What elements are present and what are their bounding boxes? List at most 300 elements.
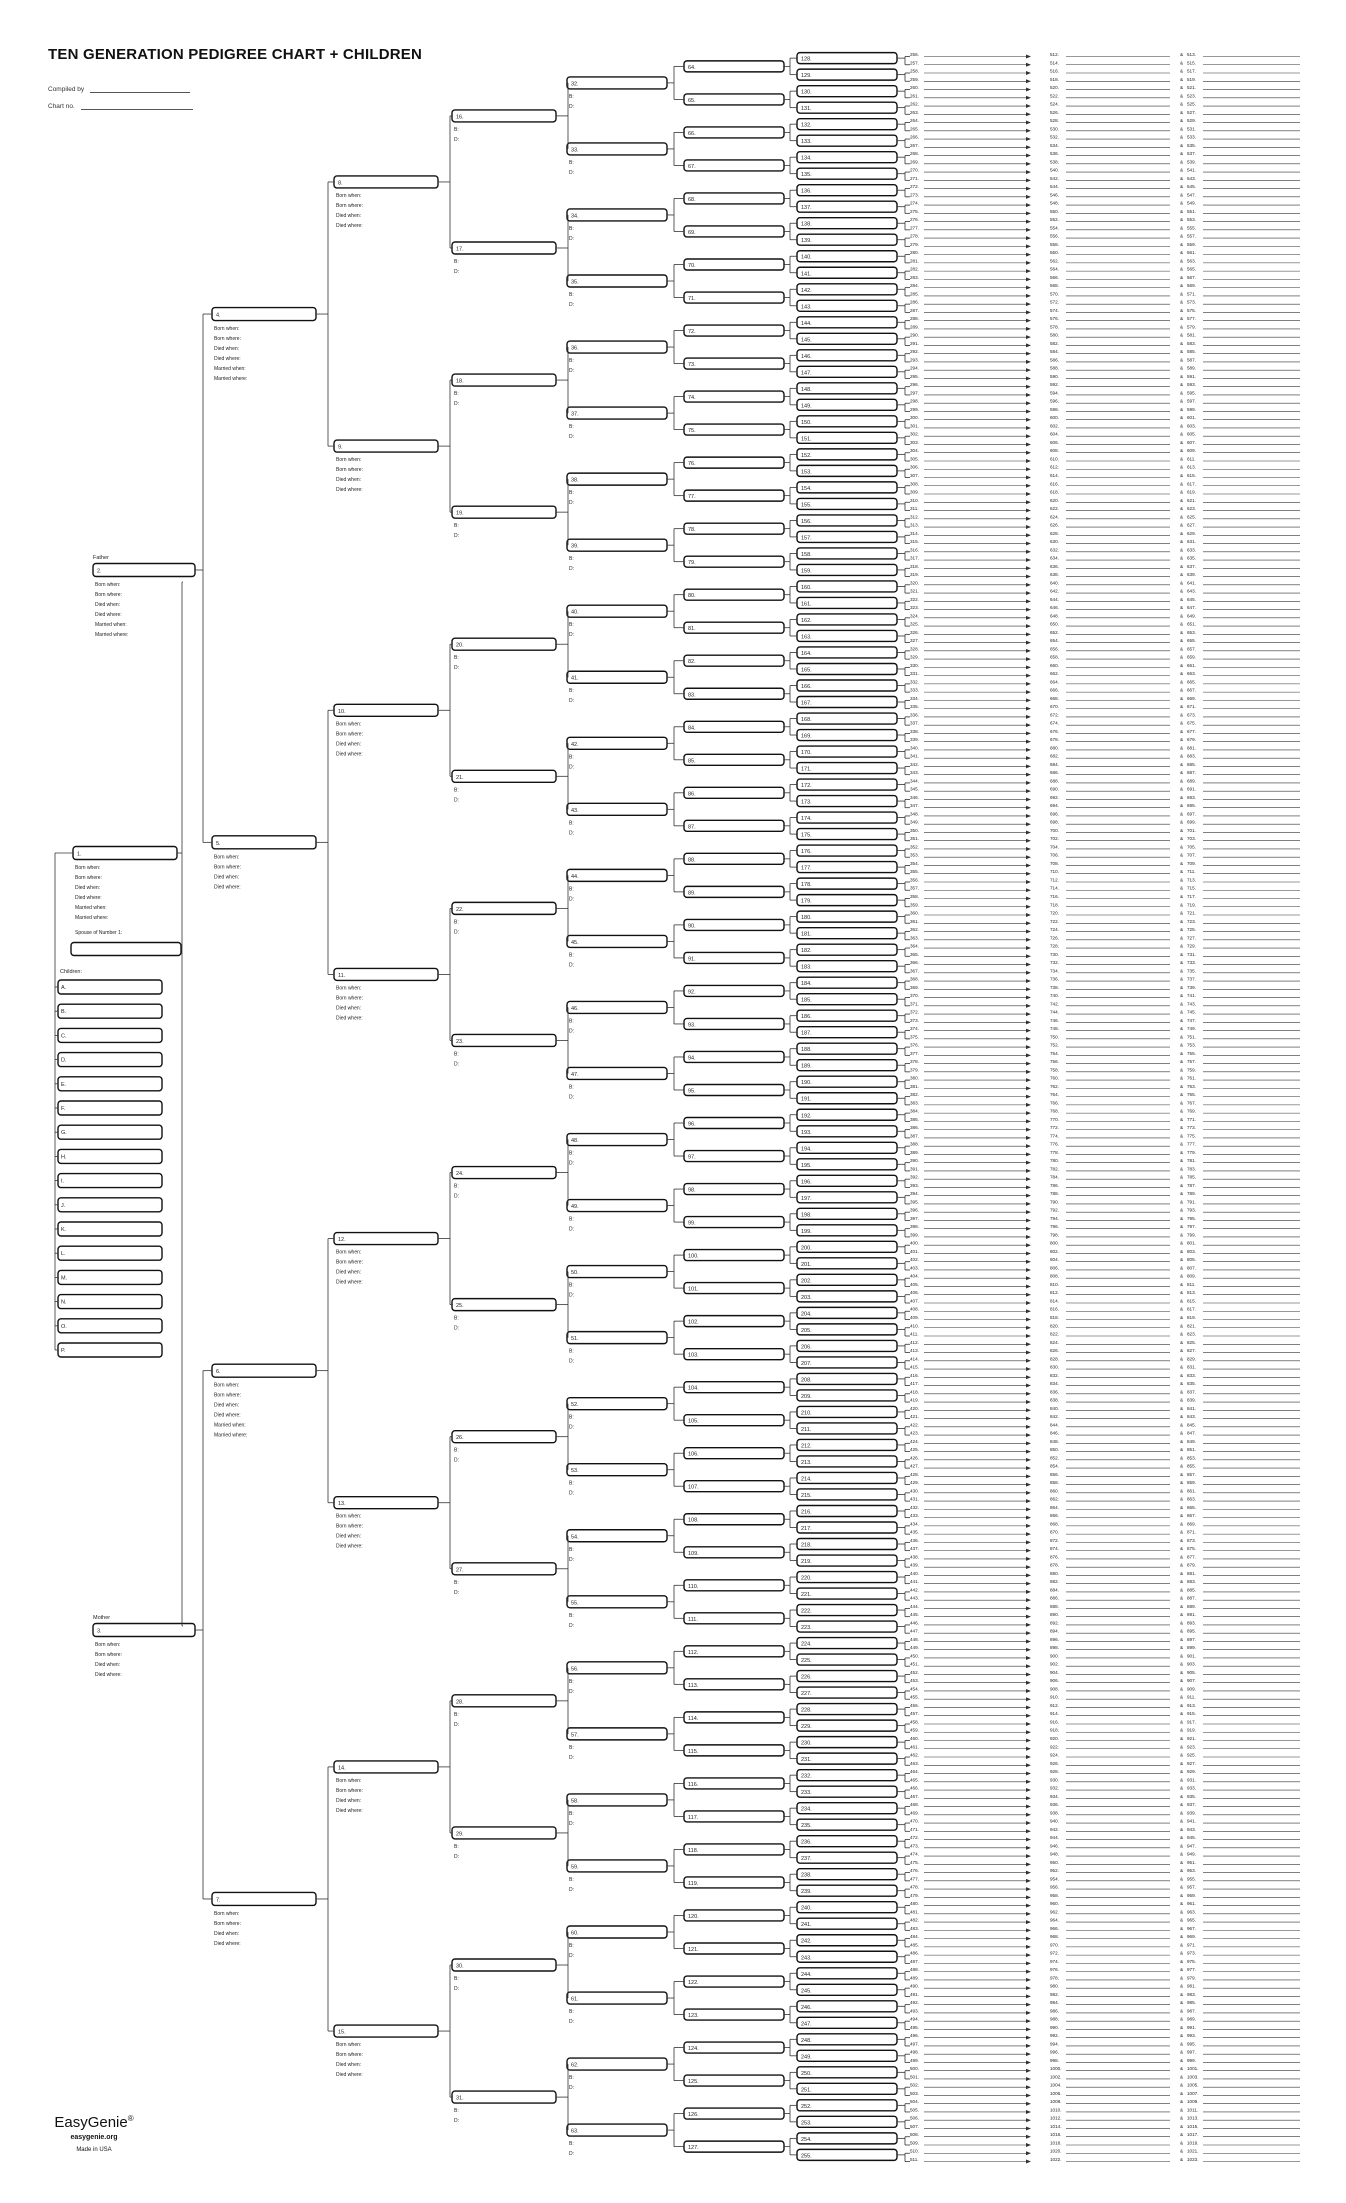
ancestor-box-gen7[interactable] (684, 1415, 784, 1426)
ancestor-box-gen8[interactable] (797, 515, 897, 526)
ancestor-box-gen6[interactable] (567, 1530, 667, 1542)
child-box[interactable] (58, 1174, 162, 1188)
father-box[interactable] (93, 564, 195, 577)
ancestor-box-gen7[interactable] (684, 1679, 784, 1690)
ancestor-box-gen8[interactable] (797, 333, 897, 344)
ancestor-box-gen5[interactable] (452, 1034, 556, 1046)
ancestor-box-gen8[interactable] (797, 1951, 897, 1962)
ancestor-box-gen8[interactable] (797, 1093, 897, 1104)
ancestor-box-gen4[interactable] (334, 1761, 438, 1773)
ancestor-box-gen8[interactable] (797, 432, 897, 443)
ancestor-box-gen5[interactable] (452, 1563, 556, 1575)
ancestor-box-gen7[interactable] (684, 1118, 784, 1129)
ancestor-box-gen5[interactable] (452, 1959, 556, 1971)
ancestor-box-gen8[interactable] (797, 1126, 897, 1137)
gen10-number: 970. (1050, 1942, 1059, 1948)
ancestor-box-gen8[interactable] (797, 2017, 897, 2028)
ancestor-box-gen6[interactable] (567, 1067, 667, 1079)
ancestor-box-gen8[interactable] (797, 928, 897, 939)
ancestor-box-gen6[interactable] (567, 1794, 667, 1806)
ancestor-box-gen8[interactable] (797, 1423, 897, 1434)
ancestor-box-gen3[interactable] (212, 836, 316, 849)
ancestor-box-gen8[interactable] (797, 829, 897, 840)
ancestor-box-gen7[interactable] (684, 1349, 784, 1360)
ancestor-box-gen6[interactable] (567, 1728, 667, 1740)
ancestor-box-gen8[interactable] (797, 234, 897, 245)
ancestor-box-gen8[interactable] (797, 763, 897, 774)
ancestor-box-gen8[interactable] (797, 1671, 897, 1682)
ancestor-box-gen8[interactable] (797, 961, 897, 972)
ancestor-box-gen8[interactable] (797, 1439, 897, 1450)
ancestor-box-gen8[interactable] (797, 1522, 897, 1533)
ancestor-box-gen8[interactable] (797, 581, 897, 592)
gen10-number: 707. (1187, 852, 1196, 858)
ancestor-box-gen8[interactable] (797, 1687, 897, 1698)
mother-box[interactable] (93, 1624, 195, 1637)
ancestor-box-gen8[interactable] (797, 1010, 897, 1021)
child-box[interactable] (58, 1028, 162, 1042)
ancestor-box-gen8[interactable] (797, 2100, 897, 2111)
ancestor-box-gen8[interactable] (797, 300, 897, 311)
ancestor-box-gen8[interactable] (797, 1588, 897, 1599)
ancestor-box-gen5[interactable] (452, 242, 556, 254)
ancestor-box-gen8[interactable] (797, 152, 897, 163)
ancestor-box-gen8[interactable] (797, 267, 897, 278)
ancestor-box-gen8[interactable] (797, 53, 897, 64)
ancestor-box-gen7[interactable] (684, 556, 784, 567)
ancestor-box-gen8[interactable] (797, 1225, 897, 1236)
ancestor-box-gen4[interactable] (334, 1497, 438, 1509)
arrow-icon (1026, 996, 1031, 1000)
and-symbol: & (1180, 976, 1184, 982)
ancestor-box-gen8[interactable] (797, 597, 897, 608)
ancestor-box-gen8[interactable] (797, 812, 897, 823)
ancestor-box-gen8[interactable] (797, 1621, 897, 1632)
child-box[interactable] (58, 1198, 162, 1212)
ancestor-box-gen8[interactable] (797, 895, 897, 906)
ancestor-box-gen8[interactable] (797, 416, 897, 427)
arrow-icon (1026, 1813, 1031, 1817)
ancestor-box-gen8[interactable] (797, 1357, 897, 1368)
ancestor-box-gen7[interactable] (684, 1580, 784, 1591)
ancestor-box-gen8[interactable] (797, 1935, 897, 1946)
ancestor-box-gen6[interactable] (567, 869, 667, 881)
compiled-by-field[interactable] (90, 85, 190, 93)
ancestor-box-gen6[interactable] (567, 1596, 667, 1608)
ancestor-box-gen6[interactable] (567, 1860, 667, 1872)
born-label: B: (569, 820, 574, 827)
ancestor-box-gen7[interactable] (684, 655, 784, 666)
ancestor-box-gen8[interactable] (797, 1638, 897, 1649)
ancestor-box-gen7[interactable] (684, 292, 784, 303)
ancestor-box-gen8[interactable] (797, 1406, 897, 1417)
ancestor-box-gen6[interactable] (567, 2124, 667, 2136)
ancestor-box-gen8[interactable] (797, 1109, 897, 1120)
ancestor-box-gen5[interactable] (452, 110, 556, 122)
ancestor-box-gen7[interactable] (684, 1613, 784, 1624)
gen10-number: 838. (1050, 1397, 1059, 1403)
ancestor-box-gen6[interactable] (567, 1992, 667, 2004)
child-box[interactable] (58, 1101, 162, 1115)
ancestor-box-gen8[interactable] (797, 944, 897, 955)
ancestor-box-gen8[interactable] (797, 1390, 897, 1401)
ancestor-box-gen6[interactable] (567, 1332, 667, 1344)
ancestor-box-gen7[interactable] (684, 688, 784, 699)
ancestor-box-gen8[interactable] (797, 1869, 897, 1880)
ancestor-box-gen8[interactable] (797, 1241, 897, 1252)
ancestor-box-gen7[interactable] (684, 1250, 784, 1261)
ancestor-box-gen4[interactable] (334, 176, 438, 188)
ancestor-box-gen8[interactable] (797, 168, 897, 179)
gen9-number: 448. (910, 1636, 919, 1642)
ancestor-box-gen7[interactable] (684, 2075, 784, 2086)
ancestor-box-gen8[interactable] (797, 663, 897, 674)
ancestor-box-gen7[interactable] (684, 457, 784, 468)
ancestor-box-gen8[interactable] (797, 878, 897, 889)
ancestor-box-gen8[interactable] (797, 1572, 897, 1583)
ancestor-box-gen8[interactable] (797, 1060, 897, 1071)
ancestor-box-gen7[interactable] (684, 1217, 784, 1228)
ancestor-box-gen3[interactable] (212, 1892, 316, 1905)
ancestor-box-gen8[interactable] (797, 251, 897, 262)
ancestor-box-gen7[interactable] (684, 1084, 784, 1095)
child-box[interactable] (58, 1004, 162, 1018)
ancestor-box-gen8[interactable] (797, 498, 897, 509)
ancestor-box-gen8[interactable] (797, 284, 897, 295)
ancestor-box-gen8-number: 234. (801, 1806, 812, 1813)
ancestor-box-gen7[interactable] (684, 919, 784, 930)
child-box[interactable] (58, 1246, 162, 1260)
ancestor-box-gen8[interactable] (797, 1704, 897, 1715)
ancestor-box-gen5[interactable] (452, 638, 556, 650)
ancestor-box-gen8[interactable] (797, 1984, 897, 1995)
ancestor-box-gen8[interactable] (797, 1175, 897, 1186)
ancestor-box-gen5[interactable] (452, 374, 556, 386)
ancestor-box-gen8[interactable] (797, 366, 897, 377)
ancestor-box-gen7[interactable] (684, 1382, 784, 1393)
ancestor-box-gen7[interactable] (684, 1018, 784, 1029)
ancestor-box-gen6[interactable] (567, 1662, 667, 1674)
ancestor-box-gen6[interactable] (567, 1398, 667, 1410)
ancestor-box-gen8[interactable] (797, 1373, 897, 1384)
ancestor-box-gen7[interactable] (684, 2042, 784, 2053)
spouse-box[interactable] (71, 943, 181, 956)
ancestor-box-gen7[interactable] (684, 424, 784, 435)
ancestor-box-gen6[interactable] (567, 737, 667, 749)
ancestor-box-gen8[interactable] (797, 531, 897, 542)
ancestor-box-gen8[interactable] (797, 1489, 897, 1500)
ancestor-box-gen8[interactable] (797, 994, 897, 1005)
and-symbol: & (1180, 233, 1184, 239)
ancestor-box-gen6[interactable] (567, 2058, 667, 2070)
child-box[interactable] (58, 1222, 162, 1236)
ancestor-box-gen5[interactable] (452, 1695, 556, 1707)
ancestor-box-gen8[interactable] (797, 2034, 897, 2045)
ancestor-box-gen8[interactable] (797, 1043, 897, 1054)
ancestor-box-gen8[interactable] (797, 1159, 897, 1170)
ancestor-box-gen8[interactable] (797, 713, 897, 724)
ancestor-box-gen8[interactable] (797, 69, 897, 80)
child-box[interactable] (58, 1319, 162, 1333)
child-box[interactable] (58, 1270, 162, 1284)
child-box[interactable] (58, 1295, 162, 1309)
ancestor-box-gen7[interactable] (684, 358, 784, 369)
ancestor-box-gen7[interactable] (684, 1051, 784, 1062)
ancestor-box-gen6[interactable] (567, 77, 667, 89)
ancestor-box-gen7[interactable] (684, 1283, 784, 1294)
gen10-number: 881. (1187, 1570, 1196, 1576)
ancestor-box-gen6[interactable] (567, 275, 667, 287)
ancestor-box-gen8[interactable] (797, 1885, 897, 1896)
ancestor-box-gen8[interactable] (797, 1654, 897, 1665)
ancestor-box-gen8[interactable] (797, 845, 897, 856)
ancestor-box-gen8[interactable] (797, 1076, 897, 1087)
ancestor-box-gen7[interactable] (684, 886, 784, 897)
ancestor-box-gen7[interactable] (684, 1778, 784, 1789)
ancestor-box-gen6[interactable] (567, 209, 667, 221)
ancestor-box-gen5[interactable] (452, 1827, 556, 1839)
ancestor-box-gen7[interactable] (684, 721, 784, 732)
child-box[interactable] (58, 1149, 162, 1163)
ancestor-box-gen8[interactable] (797, 697, 897, 708)
arrow-icon (1026, 1516, 1031, 1520)
ancestor-box-gen8[interactable] (797, 2116, 897, 2127)
ancestor-box-gen5[interactable] (452, 770, 556, 782)
ancestor-box-gen8-number: 160. (801, 584, 812, 591)
ancestor-box-gen7[interactable] (684, 1481, 784, 1492)
ancestor-box-gen7[interactable] (684, 1976, 784, 1987)
ancestor-box-gen7[interactable] (684, 1184, 784, 1195)
ancestor-box-gen8[interactable] (797, 1605, 897, 1616)
ancestor-box-gen7[interactable] (684, 1910, 784, 1921)
ancestor-box-gen8[interactable] (797, 1819, 897, 1830)
ancestor-box-gen7[interactable] (684, 2108, 784, 2119)
ancestor-box-gen7[interactable] (684, 94, 784, 105)
ancestor-box-gen7[interactable] (684, 1811, 784, 1822)
ancestor-box-gen7[interactable] (684, 490, 784, 501)
ancestor-box-gen8[interactable] (797, 119, 897, 130)
gen9-number: 485. (910, 1942, 919, 1948)
child-box[interactable] (58, 1077, 162, 1091)
ancestor-box-gen7[interactable] (684, 1448, 784, 1459)
ancestor-box-gen6[interactable] (567, 935, 667, 947)
ancestor-box-gen8[interactable] (797, 350, 897, 361)
ancestor-box-gen7[interactable] (684, 1316, 784, 1327)
ancestor-box-gen8[interactable] (797, 1786, 897, 1797)
ancestor-box-gen8[interactable] (797, 1472, 897, 1483)
ancestor-box-gen5[interactable] (452, 1167, 556, 1179)
ancestor-box-gen8[interactable] (797, 630, 897, 641)
ancestor-box-gen8[interactable] (797, 1258, 897, 1269)
ancestor-box-gen7[interactable] (684, 1877, 784, 1888)
gen10-number: 883. (1187, 1579, 1196, 1585)
gen10-number: 772. (1050, 1125, 1059, 1131)
ancestor-box-gen8[interactable] (797, 911, 897, 922)
ancestor-box-gen6[interactable] (567, 671, 667, 683)
ancestor-box-gen7[interactable] (684, 226, 784, 237)
ancestor-box-gen7[interactable] (684, 1151, 784, 1162)
ancestor-box-gen8[interactable] (797, 2050, 897, 2061)
ancestor-box-gen5[interactable] (452, 506, 556, 518)
person-1-box[interactable] (73, 847, 177, 860)
ancestor-box-gen8[interactable] (797, 2133, 897, 2144)
ancestor-box-gen8[interactable] (797, 2083, 897, 2094)
chart-no-field[interactable] (81, 102, 193, 110)
ancestor-box-gen4[interactable] (334, 2025, 438, 2037)
ancestor-box-gen5[interactable] (452, 902, 556, 914)
gen10-number: 668. (1050, 695, 1059, 701)
ancestor-box-gen8[interactable] (797, 399, 897, 410)
ancestor-box-gen8[interactable] (797, 2067, 897, 2078)
gen10-number: 700. (1050, 827, 1059, 833)
ancestor-box-gen8[interactable] (797, 680, 897, 691)
ancestor-box-gen8[interactable] (797, 86, 897, 97)
ancestor-box-gen6[interactable] (567, 1001, 667, 1013)
ancestor-box-gen6[interactable] (567, 1134, 667, 1146)
ancestor-box-gen7[interactable] (684, 2141, 784, 2152)
ancestor-box-gen6[interactable] (567, 341, 667, 353)
ancestor-box-gen7[interactable] (684, 523, 784, 534)
ancestor-box-gen4[interactable] (334, 704, 438, 716)
ancestor-box-gen7[interactable] (684, 853, 784, 864)
ancestor-box-gen7[interactable] (684, 1547, 784, 1558)
ancestor-box-gen3[interactable] (212, 308, 316, 321)
ancestor-box-gen7[interactable] (684, 1943, 784, 1954)
died-label: D: (454, 1853, 459, 1860)
ancestor-box-gen6[interactable] (567, 605, 667, 617)
ancestor-box-gen7-number: 105. (688, 1418, 699, 1425)
ancestor-box-gen8[interactable] (797, 1291, 897, 1302)
ancestor-box-gen5[interactable] (452, 1299, 556, 1311)
ancestor-box-gen8[interactable] (797, 614, 897, 625)
ancestor-box-gen3[interactable] (212, 1364, 316, 1377)
ancestor-box-gen8[interactable] (797, 1770, 897, 1781)
ancestor-box-gen7[interactable] (684, 259, 784, 270)
ancestor-box-gen8[interactable] (797, 1192, 897, 1203)
ancestor-box-gen8[interactable] (797, 1208, 897, 1219)
ancestor-box-gen6[interactable] (567, 539, 667, 551)
ancestor-box-gen8[interactable] (797, 1836, 897, 1847)
ancestor-box-gen8[interactable] (797, 1902, 897, 1913)
ancestor-box-gen8[interactable] (797, 862, 897, 873)
ancestor-box-gen8[interactable] (797, 185, 897, 196)
ancestor-box-gen8[interactable] (797, 1505, 897, 1516)
gen9-number: 304. (910, 448, 919, 454)
ancestor-box-gen7[interactable] (684, 1514, 784, 1525)
ancestor-box-gen8[interactable] (797, 465, 897, 476)
ancestor-box-gen7[interactable] (684, 589, 784, 600)
ancestor-box-gen8[interactable] (797, 218, 897, 229)
and-symbol: & (1180, 473, 1184, 478)
ancestor-box-gen8[interactable] (797, 1142, 897, 1153)
child-box[interactable] (58, 980, 162, 994)
ancestor-box-gen8[interactable] (797, 102, 897, 113)
ancestor-box-gen8[interactable] (797, 1753, 897, 1764)
child-box[interactable] (58, 1343, 162, 1357)
ancestor-box-gen8[interactable] (797, 1555, 897, 1566)
ancestor-box-gen6[interactable] (567, 143, 667, 155)
ancestor-box-gen8[interactable] (797, 317, 897, 328)
ancestor-box-gen8[interactable] (797, 2001, 897, 2012)
ancestor-box-gen8[interactable] (797, 647, 897, 658)
ancestor-box-gen8[interactable] (797, 977, 897, 988)
ancestor-box-gen7[interactable] (684, 391, 784, 402)
ancestor-box-gen6[interactable] (567, 407, 667, 419)
died-label: D: (569, 2085, 574, 2092)
ancestor-box-gen5[interactable] (452, 1431, 556, 1443)
ancestor-box-gen8[interactable] (797, 1968, 897, 1979)
ancestor-box-gen5-number: 20. (456, 642, 464, 649)
ancestor-box-gen6[interactable] (567, 1266, 667, 1278)
ancestor-box-gen8[interactable] (797, 449, 897, 460)
ancestor-box-gen8[interactable] (797, 1737, 897, 1748)
ancestor-box-gen8[interactable] (797, 796, 897, 807)
ancestor-box-gen7[interactable] (684, 1844, 784, 1855)
ancestor-box-gen8[interactable] (797, 746, 897, 757)
ancestor-box-gen8[interactable] (797, 779, 897, 790)
ancestor-box-gen6[interactable] (567, 1926, 667, 1938)
ancestor-box-gen8[interactable] (797, 1918, 897, 1929)
ancestor-box-gen7[interactable] (684, 2009, 784, 2020)
ancestor-box-gen7[interactable] (684, 61, 784, 72)
ancestor-box-gen7[interactable] (684, 1646, 784, 1657)
ancestor-box-gen7[interactable] (684, 754, 784, 765)
ancestor-box-gen7[interactable] (684, 1712, 784, 1723)
ancestor-box-gen8[interactable] (797, 1324, 897, 1335)
ancestor-box-gen7[interactable] (684, 160, 784, 171)
ancestor-box-gen7[interactable] (684, 1745, 784, 1756)
ancestor-box-gen4[interactable] (334, 1233, 438, 1245)
ancestor-box-gen8[interactable] (797, 1307, 897, 1318)
ancestor-box-gen8[interactable] (797, 1456, 897, 1467)
ancestor-box-gen8[interactable] (797, 564, 897, 575)
ancestor-box-gen7[interactable] (684, 952, 784, 963)
ancestor-box-gen7[interactable] (684, 127, 784, 138)
ancestor-box-gen7[interactable] (684, 820, 784, 831)
ancestor-box-gen6[interactable] (567, 473, 667, 485)
ancestor-box-gen7[interactable] (684, 622, 784, 633)
child-box[interactable] (58, 1053, 162, 1067)
ancestor-box-gen8[interactable] (797, 1274, 897, 1285)
ancestor-box-gen8[interactable] (797, 1852, 897, 1863)
ancestor-box-gen8[interactable] (797, 1027, 897, 1038)
and-symbol: & (1180, 2074, 1184, 2080)
ancestor-box-gen7[interactable] (684, 325, 784, 336)
ancestor-box-gen7[interactable] (684, 985, 784, 996)
ancestor-box-gen8[interactable] (797, 548, 897, 559)
ancestor-box-gen6[interactable] (567, 803, 667, 815)
ancestor-box-gen4[interactable] (334, 968, 438, 980)
ancestor-box-gen8[interactable] (797, 2149, 897, 2160)
ancestor-box-gen5[interactable] (452, 2091, 556, 2103)
ancestor-box-gen8[interactable] (797, 1803, 897, 1814)
ancestor-box-gen8[interactable] (797, 201, 897, 212)
ancestor-box-gen8[interactable] (797, 730, 897, 741)
ancestor-box-gen8[interactable] (797, 1539, 897, 1550)
ancestor-box-gen8[interactable] (797, 482, 897, 493)
ancestor-box-gen6[interactable] (567, 1464, 667, 1476)
ancestor-box-gen7[interactable] (684, 787, 784, 798)
ancestor-box-gen8[interactable] (797, 1340, 897, 1351)
ancestor-box-gen6[interactable] (567, 1200, 667, 1212)
gen10-number: 699. (1187, 819, 1196, 825)
ancestor-box-gen8[interactable] (797, 135, 897, 146)
ancestor-box-gen8[interactable] (797, 1720, 897, 1731)
child-box[interactable] (58, 1125, 162, 1139)
ancestor-box-gen4[interactable] (334, 440, 438, 452)
ancestor-box-gen8[interactable] (797, 383, 897, 394)
ancestor-box-gen7[interactable] (684, 193, 784, 204)
